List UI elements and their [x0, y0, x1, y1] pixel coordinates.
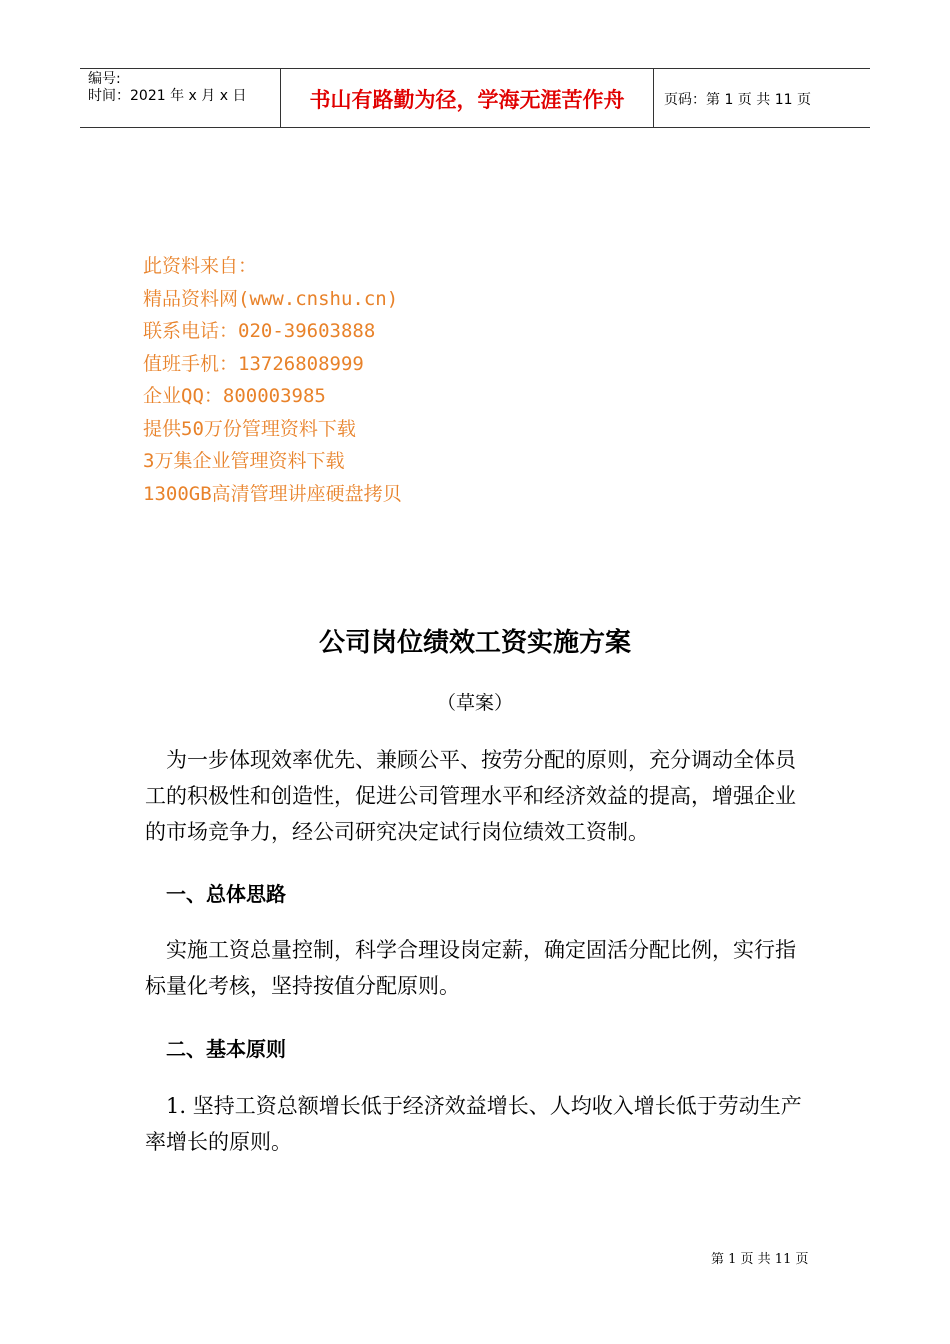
document-subtitle: （草案） — [436, 692, 513, 714]
page-header — [80, 68, 870, 128]
page-footer: 第 1 页 共 11 页 — [711, 1252, 809, 1267]
promo-block — [143, 250, 402, 510]
section-1-paragraph: 实施工资总量控制，科学合理设岗定薪，确定固活分配比例，实行指标量化考核，坚持按值分配原则。 — [145, 938, 796, 998]
promo-line: 3万集企业管理资料下载 — [143, 450, 345, 472]
date-label: 时间：2021 年 x 月 x 日 — [88, 88, 247, 104]
serial-number-label: 编号: — [88, 71, 121, 87]
promo-line-website[interactable]: 精品资料网(www.cnshu.cn) — [143, 287, 399, 310]
header-motto: 书山有路勤为径，学海无涯苦作舟 — [281, 69, 654, 127]
promo-line: 提供50万份管理资料下载 — [143, 417, 356, 440]
section-heading-1: 一、总体思路 — [166, 882, 286, 906]
document-title: 公司岗位绩效工资实施方案 — [318, 628, 631, 658]
promo-line-mobile: 值班手机：13726808999 — [143, 352, 364, 375]
section-2-item-1: 1. 坚持工资总额增长低于经济效益增长、人均收入增长低于劳动生产率增长的原则。 — [145, 1094, 802, 1154]
header-page-number: 页码：第 1 页 共 11 页 — [664, 92, 811, 108]
section-heading-2: 二、基本原则 — [166, 1037, 286, 1061]
promo-line-phone: 联系电话：020-39603888 — [143, 320, 376, 342]
promo-line: 1300GB高清管理讲座硬盘拷贝 — [143, 482, 402, 505]
intro-paragraph: 为一步体现效率优先、兼顾公平、按劳分配的原则，充分调动全体员工的积极性和创造性，促进公司管理水平和经济效益的提高，增强企业的市场竞争力，经公司研究决定试行岗位绩效工资制。 — [145, 748, 796, 844]
promo-line: 此资料来自： — [143, 255, 258, 277]
promo-line-qq: 企业QQ：800003985 — [143, 385, 326, 407]
header-meta — [80, 69, 281, 127]
